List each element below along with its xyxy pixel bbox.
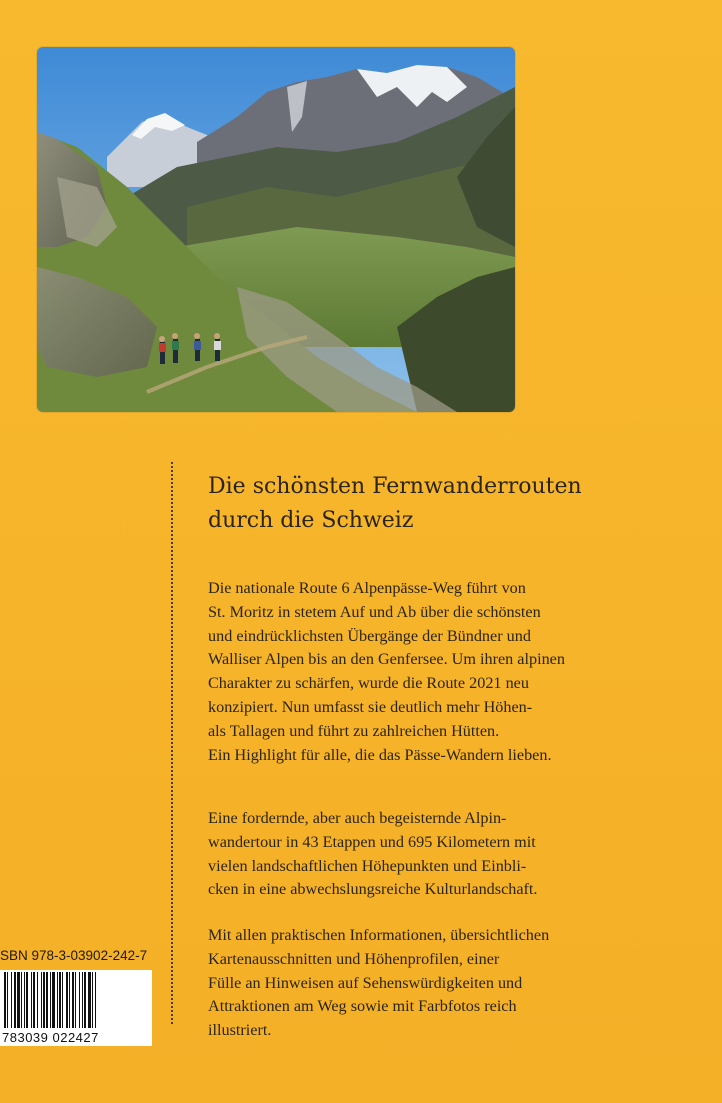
text-line: Eine fordernde, aber auch begeisternde Alpin- [208,809,507,827]
text-line: konzipiert. Nun umfasst sie deutlich mehr Höhen- [208,697,533,716]
text-line: vielen landschaftlichen Höhepunkten und Einbli- [208,856,527,875]
text-line: Walliser Alpen bis an den Genfersee. Um ihren alpinen [208,650,565,669]
blurb-paragraph-1 [208,577,688,767]
text-line: illustriert. [208,1021,272,1040]
text-line: wandertour in 43 Etappen und 695 Kilometern mit [208,832,536,851]
text-line: Ein Highlight für alle, die das Pässe-Wandern lieben. [208,745,552,764]
text-line: Kartenausschnitten und Höhenprofilen, einer [208,949,500,968]
text-line: Mit allen praktischen Informationen, übersichtlichen [208,926,550,944]
mountain-hiking-photo [37,47,515,412]
text-line: Die nationale Route 6 Alpenpässe-Weg führt von [208,579,526,597]
isbn-label: SBN 978-3-03902-242-7 [0,948,148,963]
barcode-digits: 783039 022427 [0,1030,152,1046]
text-line: Charakter zu schärfen, wurde die Route 2021 neu [208,674,529,693]
text-line: Attraktionen am Weg sowie mit Farbfotos reich [208,997,517,1016]
text-line: und eindrücklichsten Übergänge der Bündner und [208,626,531,645]
text-line: als Tallagen und führt zu zahlreichen Hütten. [208,721,500,740]
text-line: St. Moritz in stetem Auf und Ab über die schönsten [208,602,541,621]
blurb-paragraph-2 [208,807,688,902]
text-line: cken in eine abwechslungsreiche Kulturlandschaft. [208,880,538,899]
cover-heading [208,470,688,538]
text-line: Fülle an Hinweisen auf Sehenswürdigkeiten und [208,973,523,992]
heading-line: Die schönsten Fernwanderrouten [208,474,582,499]
blurb-paragraph-3 [208,924,688,1043]
heading-line: durch die Schweiz [208,508,414,533]
dotted-divider [171,462,173,1024]
